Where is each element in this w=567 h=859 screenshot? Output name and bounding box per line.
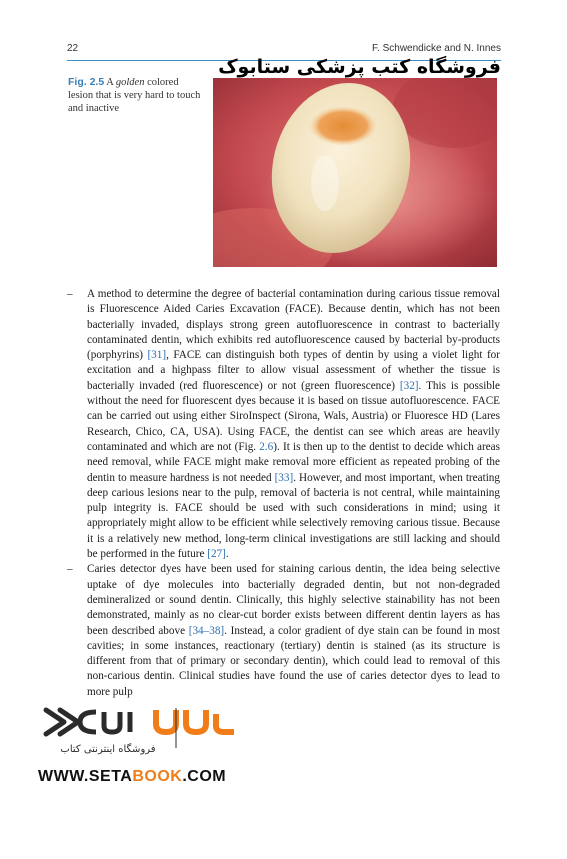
- body-text-run: Caries detector dyes have been used for staining carious dentin, the idea being selective uptake of dye molecules into bacterially degraded dentin, but not non-degraded demineralized or sound dentin. Clinically, this highly selective stainability has not been demonstrated, mainly as no clear-cut border exists between different dentin layers as has been described above: [87, 563, 500, 637]
- figure-caption: [68, 76, 206, 115]
- body-text-run: . This is possible without the need for fluorescent dyes because it is based on tissue autofluorescence. FACE can be carried out using either SiroInspect (Sirona, Wals, Austria) or Fluoresce HD (Lares Research, Chico, CA, USA). Using FACE, the dentist can see which areas are heavily contaminated and which are not (Fig.: [87, 379, 500, 453]
- caption-text-b: colored lesion that is very hard to touch and inactive: [68, 77, 201, 114]
- list-item: [67, 287, 500, 562]
- list-item: [67, 562, 500, 700]
- body-text: [67, 287, 500, 700]
- running-head: F. Schwendicke and N. Innes: [372, 43, 501, 54]
- citation-link[interactable]: [34–38]: [188, 624, 225, 637]
- website-url[interactable]: [38, 768, 226, 786]
- watermark-banner: فروشگاه کتب پزشکی ستابوک: [218, 56, 501, 78]
- caption-text-a: A: [106, 77, 116, 88]
- setabook-logo: [38, 702, 248, 762]
- body-text-run: ). It is then up to the dentist to decide which areas need removal, while FACE might make removal more efficient as repeated probing of the dentin to measure hardness is not needed: [87, 440, 500, 484]
- page-number: 22: [67, 43, 79, 54]
- body-text-run: A method to determine the degree of bacterial contamination during carious tissue removal is Fluorescence Aided Caries Excavation (FACE). Because dentin, which has not been bacterially invaded, displays strong green autofluorescence in contrast to bacterially contaminated dentin, which exhibits red autofluorescence caused by bacterial by-products (porphyrins): [87, 288, 500, 362]
- citation-link[interactable]: [27]: [207, 548, 226, 561]
- body-text-run: . However, and most important, when treating deep carious lesions near to the pulp, removal of bacteria is not central, while maintaining pulp integrity is. FACE should be used with such considerations in mind; using it appropriately might allow to be efficient while selectively removing carious tissue. Because it is a relatively new method, long-term clinical investigations are still lacking and should be performed in the future: [87, 471, 500, 561]
- body-text-run: . Instead, a color gradient of dye stain can be found in most cavities; in some instances, reactionary (tertiary) dentin is stained (as its structure is different from that of primary or secondary dentin), which could lead to removal of this non-carious dentin. Clinical studies have found the use of caries detector dyes to lead to more pulp: [87, 624, 500, 698]
- figure-label: Fig. 2.5: [68, 76, 105, 88]
- list-dash: –: [67, 288, 73, 300]
- body-text-run: , FACE can distinguish both types of dentin by using a violet light for excitation and a highpass filter to allow visual assessment of whether the tissue is bacterially invaded (red fluorescence) or not (green fluorescence): [87, 349, 500, 392]
- citation-link[interactable]: [31]: [147, 349, 167, 362]
- list-dash: –: [67, 563, 73, 576]
- website-pre: WWW.SETA: [38, 768, 133, 785]
- figure-link[interactable]: 2.6: [259, 440, 274, 453]
- body-text-run: .: [225, 548, 229, 561]
- website-accent: BOOK: [132, 768, 183, 785]
- logo-text: فروشگاه اینترنتی کتاب: [60, 744, 156, 755]
- website-post: .COM: [182, 768, 227, 785]
- clinical-photo: [213, 78, 497, 267]
- citation-link[interactable]: [33]: [274, 471, 294, 484]
- caption-emphasis: golden: [115, 77, 145, 88]
- citation-link[interactable]: [32]: [399, 379, 419, 392]
